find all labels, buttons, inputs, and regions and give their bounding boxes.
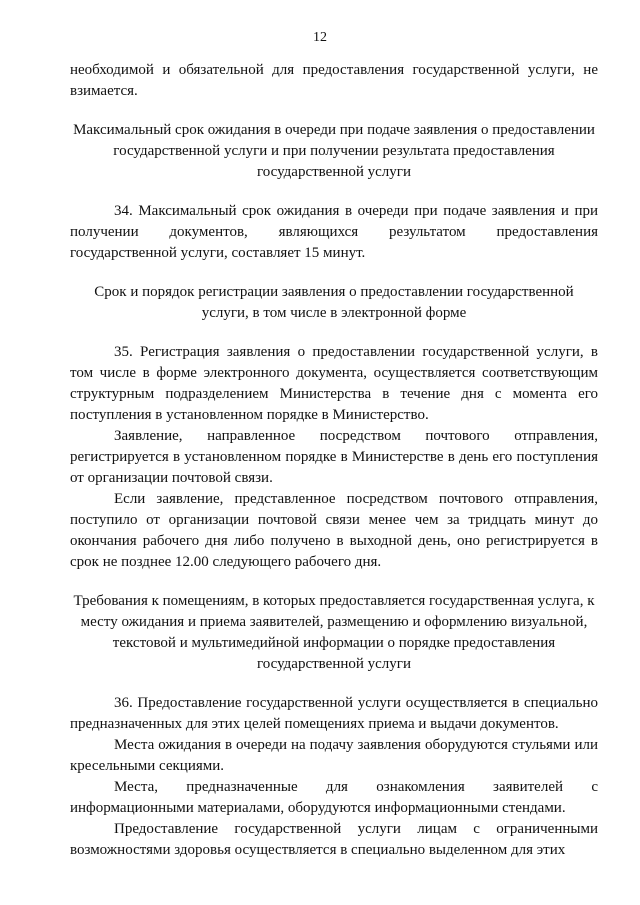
- paragraph-waiting-places: Места ожидания в очереди на подачу заявления оборудуются стульями или кресельными секциями.: [70, 737, 598, 774]
- paragraph-34: 34. Максимальный срок ожидания в очереди при подаче заявления и при получении документов, являющихся результатом предоставления государственной услуги, составляет 15 минут.: [70, 203, 598, 261]
- page-number: 12: [313, 30, 327, 45]
- paragraph-late-registration: Если заявление, представленное посредством почтового отправления, поступило от организации почтовой связи менее чем за тридцать минут до окончания рабочего дня либо получено в выходной день, оно регистрируется в срок не позднее 12.00 следующего рабочего дня.: [70, 491, 598, 570]
- paragraph-35: 35. Регистрация заявления о предоставлении государственной услуги, в том числе в форме электронного документа, осуществляется соответствующим структурным подразделением Министерства в течение дня с момента его поступления в установленном порядке в Министерство.: [70, 344, 598, 423]
- page-content: [70, 60, 598, 861]
- paragraph-fee-continuation: необходимой и обязательной для предоставления государственной услуги, не взимается.: [70, 62, 598, 99]
- heading-registration: Срок и порядок регистрации заявления о предоставлении государственной услуги, в том числе в электронной форме: [94, 284, 574, 321]
- paragraph-36: 36. Предоставление государственной услуги осуществляется в специально предназначенных для этих целей помещениях приема и выдачи документов.: [70, 695, 598, 732]
- paragraph-accessibility: Предоставление государственной услуги лицам с ограниченными возможностями здоровья осуществляется в специально выделенном для этих: [70, 821, 598, 858]
- paragraph-postal-registration: Заявление, направленное посредством почтового отправления, регистрируется в установленном порядке в Министерстве в день его поступления от организации почтовой связи.: [70, 428, 598, 486]
- paragraph-info-stands: Места, предназначенные для ознакомления заявителей с информационными материалами, оборудуются информационными стендами.: [70, 779, 598, 816]
- heading-queue-time: Максимальный срок ожидания в очереди при подаче заявления о предоставлении государственной услуги и при получении результата предоставления государственной услуги: [73, 122, 595, 180]
- heading-premises-requirements: Требования к помещениям, в которых предоставляется государственная услуга, к месту ожидания и приема заявителей, размещению и оформлению визуальной, текстовой и мультимедийной информации о порядке предоставления государственной услуги: [73, 593, 595, 672]
